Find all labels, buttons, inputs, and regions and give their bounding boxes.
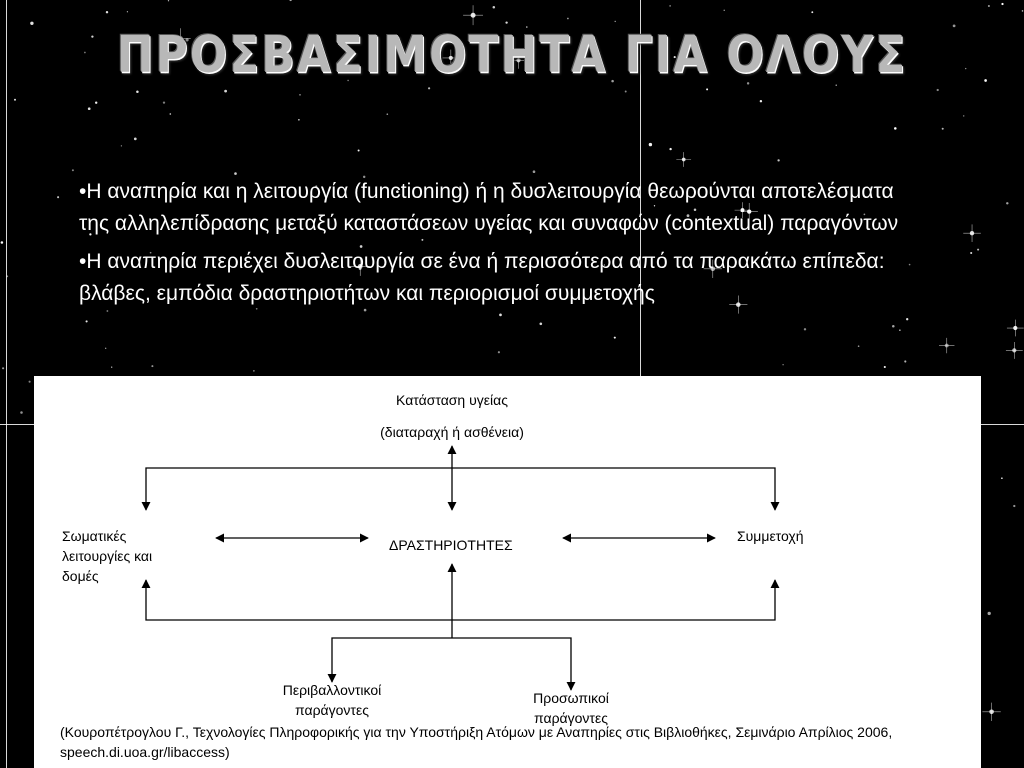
star [614, 21, 615, 22]
personal-factors-label: Προσωπικοί παράγοντες [533, 690, 609, 726]
star [105, 348, 106, 349]
health-condition-title: Κατάσταση υγείας [396, 392, 508, 408]
star [1001, 477, 1003, 479]
star [963, 115, 965, 117]
activities-label: ΔΡΑΣΤΗΡΙΟΤΗΤΕΣ [389, 537, 513, 553]
star [614, 337, 616, 339]
star [14, 99, 16, 101]
star [88, 107, 91, 110]
star [977, 249, 979, 251]
star [1001, 3, 1003, 5]
line-bottom-loop [146, 580, 775, 620]
star [134, 138, 137, 141]
star [899, 330, 900, 331]
star [777, 159, 779, 161]
star [904, 360, 906, 362]
star [358, 149, 360, 151]
star [95, 102, 97, 104]
star [724, 10, 725, 11]
participation-label: Συμμετοχή [737, 528, 804, 544]
star [567, 18, 569, 20]
star [299, 94, 300, 95]
star [29, 381, 31, 383]
star [894, 127, 897, 130]
star [163, 101, 165, 103]
star-sparkle [982, 703, 1000, 721]
star [942, 128, 944, 130]
star [224, 90, 227, 93]
star [988, 612, 991, 615]
star [1006, 202, 1008, 204]
star [136, 90, 139, 93]
star-sparkle [939, 338, 954, 353]
star [1022, 10, 1024, 12]
star [387, 113, 389, 115]
vertical-divider-left [6, 0, 7, 768]
bullet-item: •Η αναπηρία περιέχει δυσλειτουργία σε ένα ή περισσότερα από τα παρακάτω επίπεδα: βλάβες, εμπόδια δραστηριοτήτων και περιορισμοί συμμετοχής [79, 250, 885, 305]
star [649, 143, 652, 146]
star [669, 5, 671, 7]
body-functions-label: Σωματικές λειτουργίες και δομές [62, 528, 153, 584]
star [988, 5, 990, 7]
star [298, 119, 300, 121]
star [533, 170, 536, 173]
star-sparkle [676, 152, 691, 167]
health-condition-label [352, 390, 552, 442]
star [1, 241, 4, 244]
star [169, 113, 171, 115]
star [505, 21, 507, 23]
star [168, 0, 169, 1]
star [804, 328, 806, 330]
star [811, 11, 813, 13]
star-sparkle [1006, 342, 1023, 359]
icf-model-diagram [34, 376, 981, 768]
star [669, 148, 671, 150]
environmental-factors-label: Περιβαλλοντικοί παράγοντες [282, 682, 382, 718]
star [106, 11, 108, 13]
line-personal [452, 638, 571, 690]
line-top-left [146, 468, 452, 510]
star [539, 322, 542, 325]
star [86, 320, 88, 322]
star [782, 364, 783, 365]
star [72, 169, 74, 171]
star [2, 367, 4, 369]
line-top-right [452, 468, 775, 510]
star [234, 172, 237, 175]
line-environmental [332, 638, 452, 682]
bullet-item: •Η αναπηρία και η λειτουργία (functioning) ή η δυσλειτουργία θεωρούνται αποτελέσματα της αλληλεπίδρασης μεταξύ καταστάσεων υγείας και συναφών (contextual) παραγόντων [79, 180, 899, 235]
star [253, 370, 254, 371]
star [30, 22, 33, 25]
star [111, 366, 112, 367]
star [706, 88, 708, 90]
star [884, 366, 886, 368]
health-condition-subtitle: (διαταραχή ή ασθένεια) [380, 424, 524, 440]
star-sparkle [963, 224, 981, 242]
star [151, 365, 153, 367]
star [858, 345, 860, 347]
star [20, 411, 23, 414]
star-sparkle [463, 5, 483, 25]
star [906, 318, 908, 320]
star [937, 89, 939, 91]
star [760, 100, 762, 102]
citation-caption: (Κουροπέτρογλου Γ., Τεχνολογίες Πληροφορικής για την Υποστήριξη Ατόμων με Αναπηρίες στις Βιβλιοθήκες, Σεμινάριο Απρίλιος 2006, speech.di.uoa.gr/libaccess) [60, 724, 893, 760]
bullet-list [79, 176, 929, 316]
slide-title: ΠΡΟΣΒΑΣΙΜΟΤΗΤΑ ΓΙΑ ΟΛΟΥΣ [116, 26, 908, 85]
star [1013, 505, 1015, 507]
star [970, 252, 972, 254]
star [121, 145, 122, 146]
star [493, 6, 496, 9]
star [625, 91, 627, 93]
star [498, 351, 500, 353]
star [892, 325, 895, 328]
star-sparkle [1007, 320, 1024, 337]
star [428, 87, 430, 89]
star [127, 11, 128, 12]
star [289, 0, 291, 1]
star [57, 196, 59, 198]
